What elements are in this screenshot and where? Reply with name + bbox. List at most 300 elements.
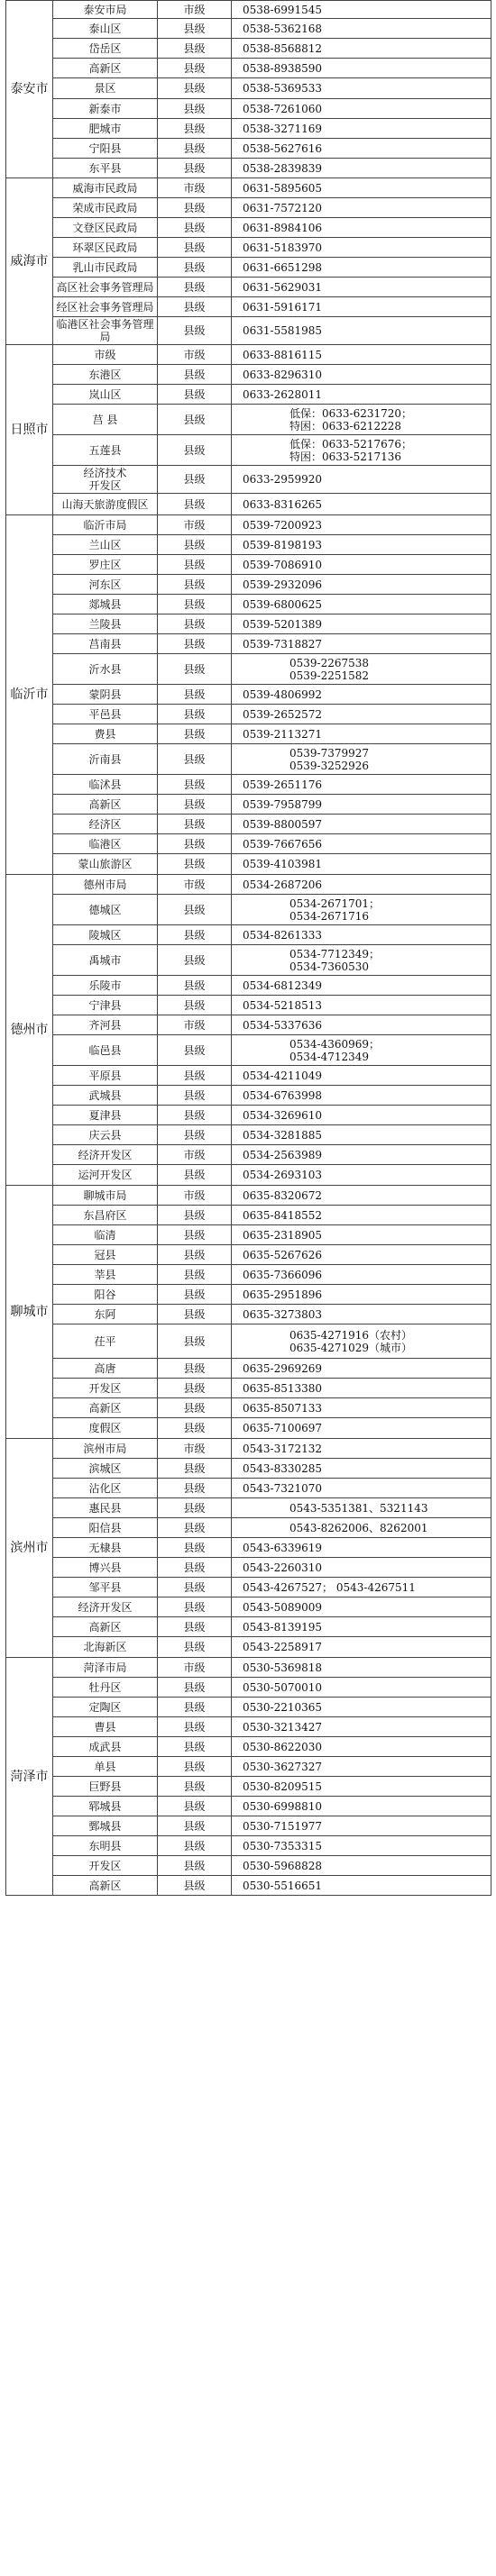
unit-cell: 高区社会事务管理局	[53, 278, 158, 297]
table-row	[6, 1145, 491, 1165]
unit-cell: 齐河县	[53, 1015, 158, 1035]
unit-cell: 岱岳区	[53, 39, 158, 59]
level-cell: 县级	[158, 1558, 232, 1578]
level-cell: 县级	[158, 1637, 232, 1658]
unit-cell: 度假区	[53, 1418, 158, 1439]
unit-cell: 巨野县	[53, 1777, 158, 1797]
city-cell: 临沂市	[6, 515, 53, 875]
level-cell: 县级	[158, 1737, 232, 1757]
level-cell: 县级	[158, 685, 232, 705]
table-row	[6, 1518, 491, 1538]
unit-cell: 河东区	[53, 575, 158, 595]
level-cell: 县级	[158, 1498, 232, 1518]
phone-cell: 0539-6800625	[232, 595, 491, 614]
level-cell: 县级	[158, 78, 232, 99]
table-row	[6, 1757, 491, 1777]
level-cell: 县级	[158, 1578, 232, 1597]
unit-cell: 文登区民政局	[53, 218, 158, 238]
table-row	[6, 1737, 491, 1757]
phone-cell: 0539-2932096	[232, 575, 491, 595]
level-cell: 县级	[158, 1305, 232, 1324]
table-row	[6, 1698, 491, 1717]
unit-cell: 高新区	[53, 795, 158, 815]
level-cell: 县级	[158, 1836, 232, 1856]
phone-cell: 0635-8513380	[232, 1379, 491, 1398]
phone-cell: 0538-5362168	[232, 19, 491, 39]
level-cell: 县级	[158, 795, 232, 815]
phone-cell: 0539-5201389	[232, 614, 491, 634]
table-row	[6, 815, 491, 834]
phone-cell: 0539-7200923	[232, 515, 491, 535]
unit-cell: 景区	[53, 78, 158, 99]
level-cell: 县级	[158, 854, 232, 875]
table-row	[6, 614, 491, 634]
phone-cell: 0539-2113271	[232, 724, 491, 744]
unit-cell: 惠民县	[53, 1498, 158, 1518]
phone-cell: 0539-7379927 0539-3252926	[232, 744, 491, 775]
table-row	[6, 317, 491, 345]
table-row	[6, 1225, 491, 1245]
level-cell: 县级	[158, 1106, 232, 1125]
phone-cell: 0530-3627327	[232, 1757, 491, 1777]
table-row	[6, 198, 491, 218]
unit-cell: 经区社会事务管理局	[53, 297, 158, 317]
phone-cell: 0539-8800597	[232, 815, 491, 834]
phone-cell: 0543-8330285	[232, 1459, 491, 1479]
unit-cell: 沂水县	[53, 654, 158, 685]
unit-cell: 博兴县	[53, 1558, 158, 1578]
unit-cell: 蒙山旅游区	[53, 854, 158, 875]
table-row	[6, 1305, 491, 1324]
level-cell: 市级	[158, 515, 232, 535]
table-row	[6, 1125, 491, 1145]
level-cell: 县级	[158, 198, 232, 218]
table-row	[6, 724, 491, 744]
level-cell: 县级	[158, 1597, 232, 1617]
table-row	[6, 875, 491, 895]
unit-cell: 郯城县	[53, 595, 158, 614]
unit-cell: 市级	[53, 345, 158, 365]
phone-cell: 0530-5369818	[232, 1658, 491, 1678]
table-row	[6, 1398, 491, 1418]
table-row	[6, 159, 491, 178]
unit-cell: 鄄城县	[53, 1816, 158, 1836]
phone-cell: 0631-5916171	[232, 297, 491, 317]
table-row	[6, 1876, 491, 1896]
table-row	[6, 1558, 491, 1578]
unit-cell: 聊城市局	[53, 1186, 158, 1206]
phone-cell: 0635-8418552	[232, 1206, 491, 1225]
level-cell: 市级	[158, 1658, 232, 1678]
unit-cell: 临沂市局	[53, 515, 158, 535]
phone-cell: 0530-5516651	[232, 1876, 491, 1896]
contact-table-body	[6, 1, 491, 1896]
level-cell: 县级	[158, 1125, 232, 1145]
unit-cell: 山海天旅游度假区	[53, 494, 158, 515]
unit-cell: 庆云县	[53, 1125, 158, 1145]
table-row	[6, 634, 491, 654]
unit-cell: 临沭县	[53, 775, 158, 795]
table-row	[6, 345, 491, 365]
table-row	[6, 1717, 491, 1737]
table-row	[6, 1066, 491, 1086]
phone-cell: 0534-8261333	[232, 925, 491, 945]
unit-cell: 莘县	[53, 1265, 158, 1285]
unit-cell: 单县	[53, 1757, 158, 1777]
level-cell: 县级	[158, 1418, 232, 1439]
table-row	[6, 945, 491, 976]
unit-cell: 阳信县	[53, 1518, 158, 1538]
level-cell: 市级	[158, 1186, 232, 1206]
level-cell: 县级	[158, 466, 232, 494]
unit-cell: 冠县	[53, 1245, 158, 1265]
unit-cell: 北海新区	[53, 1637, 158, 1658]
unit-cell: 邹平县	[53, 1578, 158, 1597]
level-cell: 县级	[158, 1285, 232, 1305]
unit-cell: 陵城区	[53, 925, 158, 945]
unit-cell: 东明县	[53, 1836, 158, 1856]
city-cell: 德州市	[6, 875, 53, 1186]
unit-cell: 德城区	[53, 895, 158, 925]
unit-cell: 蒙阴县	[53, 685, 158, 705]
phone-cell: 0538-5369533	[232, 78, 491, 99]
level-cell: 市级	[158, 875, 232, 895]
level-cell: 县级	[158, 1086, 232, 1106]
level-cell: 县级	[158, 1225, 232, 1245]
table-row	[6, 1479, 491, 1498]
table-row	[6, 1379, 491, 1398]
phone-cell: 0543-4267527； 0543-4267511	[232, 1578, 491, 1597]
table-row	[6, 1, 491, 19]
phone-cell: 0530-5070010	[232, 1678, 491, 1698]
unit-cell: 禹城市	[53, 945, 158, 976]
unit-cell: 泰山区	[53, 19, 158, 39]
unit-cell: 宁津县	[53, 996, 158, 1015]
phone-cell: 0631-5581985	[232, 317, 491, 345]
phone-cell: 0534-7712349； 0534-7360530	[232, 945, 491, 976]
contact-table	[5, 0, 491, 1896]
phone-cell: 0633-8316265	[232, 494, 491, 515]
level-cell: 县级	[158, 385, 232, 405]
level-cell: 县级	[158, 317, 232, 345]
unit-cell: 曹县	[53, 1717, 158, 1737]
unit-cell: 乐陵市	[53, 976, 158, 996]
unit-cell: 德州市局	[53, 875, 158, 895]
unit-cell: 高新区	[53, 1876, 158, 1896]
city-cell: 滨州市	[6, 1439, 53, 1658]
phone-cell: 0534-2563989	[232, 1145, 491, 1165]
unit-cell: 荣成市民政局	[53, 198, 158, 218]
table-row	[6, 1637, 491, 1658]
level-cell: 县级	[158, 139, 232, 159]
level-cell: 县级	[158, 1379, 232, 1398]
table-row	[6, 895, 491, 925]
level-cell: 县级	[158, 19, 232, 39]
table-row	[6, 1165, 491, 1186]
phone-cell: 0635-8320672	[232, 1186, 491, 1206]
level-cell: 县级	[158, 1856, 232, 1876]
table-row	[6, 1777, 491, 1797]
table-row	[6, 78, 491, 99]
phone-cell: 0543-7321070	[232, 1479, 491, 1498]
level-cell: 县级	[158, 1324, 232, 1359]
unit-cell: 经济开发区	[53, 1597, 158, 1617]
unit-cell: 滨城区	[53, 1459, 158, 1479]
table-row	[6, 385, 491, 405]
unit-cell: 莒 县	[53, 405, 158, 435]
table-row	[6, 555, 491, 575]
phone-cell: 0534-5218513	[232, 996, 491, 1015]
phone-cell: 0534-3269610	[232, 1106, 491, 1125]
unit-cell: 临港区	[53, 834, 158, 854]
level-cell: 县级	[158, 1757, 232, 1777]
unit-cell: 经济开发区	[53, 1145, 158, 1165]
table-row	[6, 1324, 491, 1359]
unit-cell: 环翠区民政局	[53, 238, 158, 258]
unit-cell: 滨州市局	[53, 1439, 158, 1459]
phone-cell: 0534-3281885	[232, 1125, 491, 1145]
level-cell: 县级	[158, 775, 232, 795]
unit-cell: 罗庄区	[53, 555, 158, 575]
level-cell: 县级	[158, 1479, 232, 1498]
table-row	[6, 435, 491, 466]
phone-cell: 0538-3271169	[232, 119, 491, 139]
city-cell: 菏泽市	[6, 1658, 53, 1896]
table-row	[6, 59, 491, 78]
unit-cell: 新泰市	[53, 99, 158, 119]
level-cell: 县级	[158, 895, 232, 925]
unit-cell: 牡丹区	[53, 1678, 158, 1698]
level-cell: 县级	[158, 494, 232, 515]
phone-cell: 0539-2652572	[232, 705, 491, 724]
table-row	[6, 119, 491, 139]
level-cell: 县级	[158, 996, 232, 1015]
table-row	[6, 466, 491, 494]
table-row	[6, 1617, 491, 1637]
table-row	[6, 1816, 491, 1836]
unit-cell: 临港区社会事务管理局	[53, 317, 158, 345]
phone-cell: 0633-2628011	[232, 385, 491, 405]
table-row	[6, 1265, 491, 1285]
phone-cell: 0635-7366096	[232, 1265, 491, 1285]
phone-cell: 0534-6812349	[232, 976, 491, 996]
unit-cell: 定陶区	[53, 1698, 158, 1717]
unit-cell: 岚山区	[53, 385, 158, 405]
unit-cell: 夏津县	[53, 1106, 158, 1125]
phone-cell: 0631-6651298	[232, 258, 491, 278]
level-cell: 县级	[158, 1398, 232, 1418]
table-row	[6, 1285, 491, 1305]
table-row	[6, 19, 491, 39]
level-cell: 县级	[158, 724, 232, 744]
phone-cell: 0539-8198193	[232, 535, 491, 555]
phone-cell: 0534-4360969； 0534-4712349	[232, 1035, 491, 1066]
phone-cell: 0538-2839839	[232, 159, 491, 178]
phone-cell: 0543-3172132	[232, 1439, 491, 1459]
level-cell: 县级	[158, 435, 232, 466]
level-cell: 县级	[158, 925, 232, 945]
level-cell: 县级	[158, 1165, 232, 1186]
phone-cell: 0635-4271916（农村） 0635-4271029（城市）	[232, 1324, 491, 1359]
phone-cell: 低保：0633-6231720； 特困：0633-6212228	[232, 405, 491, 435]
level-cell: 县级	[158, 1265, 232, 1285]
level-cell: 县级	[158, 1678, 232, 1698]
unit-cell: 经济技术 开发区	[53, 466, 158, 494]
phone-cell: 0539-7318827	[232, 634, 491, 654]
unit-cell: 运河开发区	[53, 1165, 158, 1186]
unit-cell: 郓城县	[53, 1797, 158, 1816]
level-cell: 县级	[158, 654, 232, 685]
level-cell: 县级	[158, 1538, 232, 1558]
phone-cell: 0635-2318905	[232, 1225, 491, 1245]
unit-cell: 成武县	[53, 1737, 158, 1757]
table-row	[6, 654, 491, 685]
table-row	[6, 575, 491, 595]
unit-cell: 泰安市局	[53, 1, 158, 19]
table-row	[6, 178, 491, 198]
unit-cell: 威海市民政局	[53, 178, 158, 198]
table-row	[6, 1498, 491, 1518]
level-cell: 县级	[158, 39, 232, 59]
table-row	[6, 996, 491, 1015]
level-cell: 县级	[158, 1035, 232, 1066]
level-cell: 市级	[158, 1439, 232, 1459]
table-row	[6, 1245, 491, 1265]
table-row	[6, 1836, 491, 1856]
level-cell: 县级	[158, 365, 232, 385]
phone-cell: 0539-4806992	[232, 685, 491, 705]
level-cell: 县级	[158, 297, 232, 317]
level-cell: 市级	[158, 345, 232, 365]
phone-cell: 0539-7958799	[232, 795, 491, 815]
table-row	[6, 1856, 491, 1876]
table-row	[6, 515, 491, 535]
unit-cell: 开发区	[53, 1856, 158, 1876]
level-cell: 县级	[158, 614, 232, 634]
city-cell: 威海市	[6, 178, 53, 345]
table-row	[6, 1678, 491, 1698]
level-cell: 县级	[158, 99, 232, 119]
phone-cell: 0631-5183970	[232, 238, 491, 258]
unit-cell: 经济区	[53, 815, 158, 834]
phone-cell: 0633-8296310	[232, 365, 491, 385]
unit-cell: 武城县	[53, 1086, 158, 1106]
phone-cell: 0530-8209515	[232, 1777, 491, 1797]
table-row	[6, 1797, 491, 1816]
table-row	[6, 365, 491, 385]
phone-cell: 0631-5629031	[232, 278, 491, 297]
table-row	[6, 535, 491, 555]
level-cell: 县级	[158, 705, 232, 724]
unit-cell: 临清	[53, 1225, 158, 1245]
phone-cell: 0635-2969269	[232, 1359, 491, 1379]
table-row	[6, 1206, 491, 1225]
phone-cell: 0530-2210365	[232, 1698, 491, 1717]
level-cell: 县级	[158, 238, 232, 258]
level-cell: 县级	[158, 1876, 232, 1896]
level-cell: 市级	[158, 1015, 232, 1035]
level-cell: 县级	[158, 405, 232, 435]
table-row	[6, 925, 491, 945]
unit-cell: 费县	[53, 724, 158, 744]
phone-cell: 0534-2671701； 0534-2671716	[232, 895, 491, 925]
phone-cell: 0633-2959920	[232, 466, 491, 494]
phone-cell: 0530-5968828	[232, 1856, 491, 1876]
phone-cell: 0538-7261060	[232, 99, 491, 119]
phone-cell: 0530-3213427	[232, 1717, 491, 1737]
table-row	[6, 976, 491, 996]
table-row	[6, 1186, 491, 1206]
table-row	[6, 744, 491, 775]
phone-cell: 0539-2267538 0539-2251582	[232, 654, 491, 685]
phone-cell: 0539-2651176	[232, 775, 491, 795]
table-row	[6, 854, 491, 875]
phone-cell: 0539-4103981	[232, 854, 491, 875]
unit-cell: 五莲县	[53, 435, 158, 466]
level-cell: 县级	[158, 119, 232, 139]
table-row	[6, 685, 491, 705]
unit-cell: 东昌府区	[53, 1206, 158, 1225]
level-cell: 县级	[158, 1617, 232, 1637]
phone-cell: 0534-4211049	[232, 1066, 491, 1086]
level-cell: 市级	[158, 1, 232, 19]
level-cell: 县级	[158, 1698, 232, 1717]
table-row	[6, 1538, 491, 1558]
phone-cell: 0538-8568812	[232, 39, 491, 59]
level-cell: 县级	[158, 258, 232, 278]
unit-cell: 沾化区	[53, 1479, 158, 1498]
table-row	[6, 39, 491, 59]
table-row	[6, 1597, 491, 1617]
level-cell: 县级	[158, 555, 232, 575]
table-row	[6, 1015, 491, 1035]
phone-cell: 0539-7086910	[232, 555, 491, 575]
table-row	[6, 258, 491, 278]
phone-cell: 0534-5337636	[232, 1015, 491, 1035]
phone-cell: 0631-8984106	[232, 218, 491, 238]
level-cell: 县级	[158, 1206, 232, 1225]
table-row	[6, 99, 491, 119]
level-cell: 县级	[158, 1518, 232, 1538]
unit-cell: 临邑县	[53, 1035, 158, 1066]
level-cell: 县级	[158, 1245, 232, 1265]
table-row	[6, 775, 491, 795]
phone-cell: 0538-8938590	[232, 59, 491, 78]
table-row	[6, 297, 491, 317]
unit-cell: 阳谷	[53, 1285, 158, 1305]
table-row	[6, 795, 491, 815]
level-cell: 县级	[158, 634, 232, 654]
city-cell: 日照市	[6, 345, 53, 515]
table-row	[6, 1578, 491, 1597]
phone-cell: 0539-7667656	[232, 834, 491, 854]
phone-cell: 0635-5267626	[232, 1245, 491, 1265]
unit-cell: 肥城市	[53, 119, 158, 139]
table-row	[6, 1035, 491, 1066]
table-row	[6, 1658, 491, 1678]
level-cell: 县级	[158, 218, 232, 238]
unit-cell: 高唐	[53, 1359, 158, 1379]
level-cell: 县级	[158, 834, 232, 854]
level-cell: 县级	[158, 1797, 232, 1816]
phone-cell: 0543-8262006、8262001	[232, 1518, 491, 1538]
phone-cell: 0543-8139195	[232, 1617, 491, 1637]
unit-cell: 东港区	[53, 365, 158, 385]
unit-cell: 兰陵县	[53, 614, 158, 634]
phone-cell: 0534-2687206	[232, 875, 491, 895]
level-cell: 县级	[158, 1066, 232, 1086]
table-row	[6, 705, 491, 724]
